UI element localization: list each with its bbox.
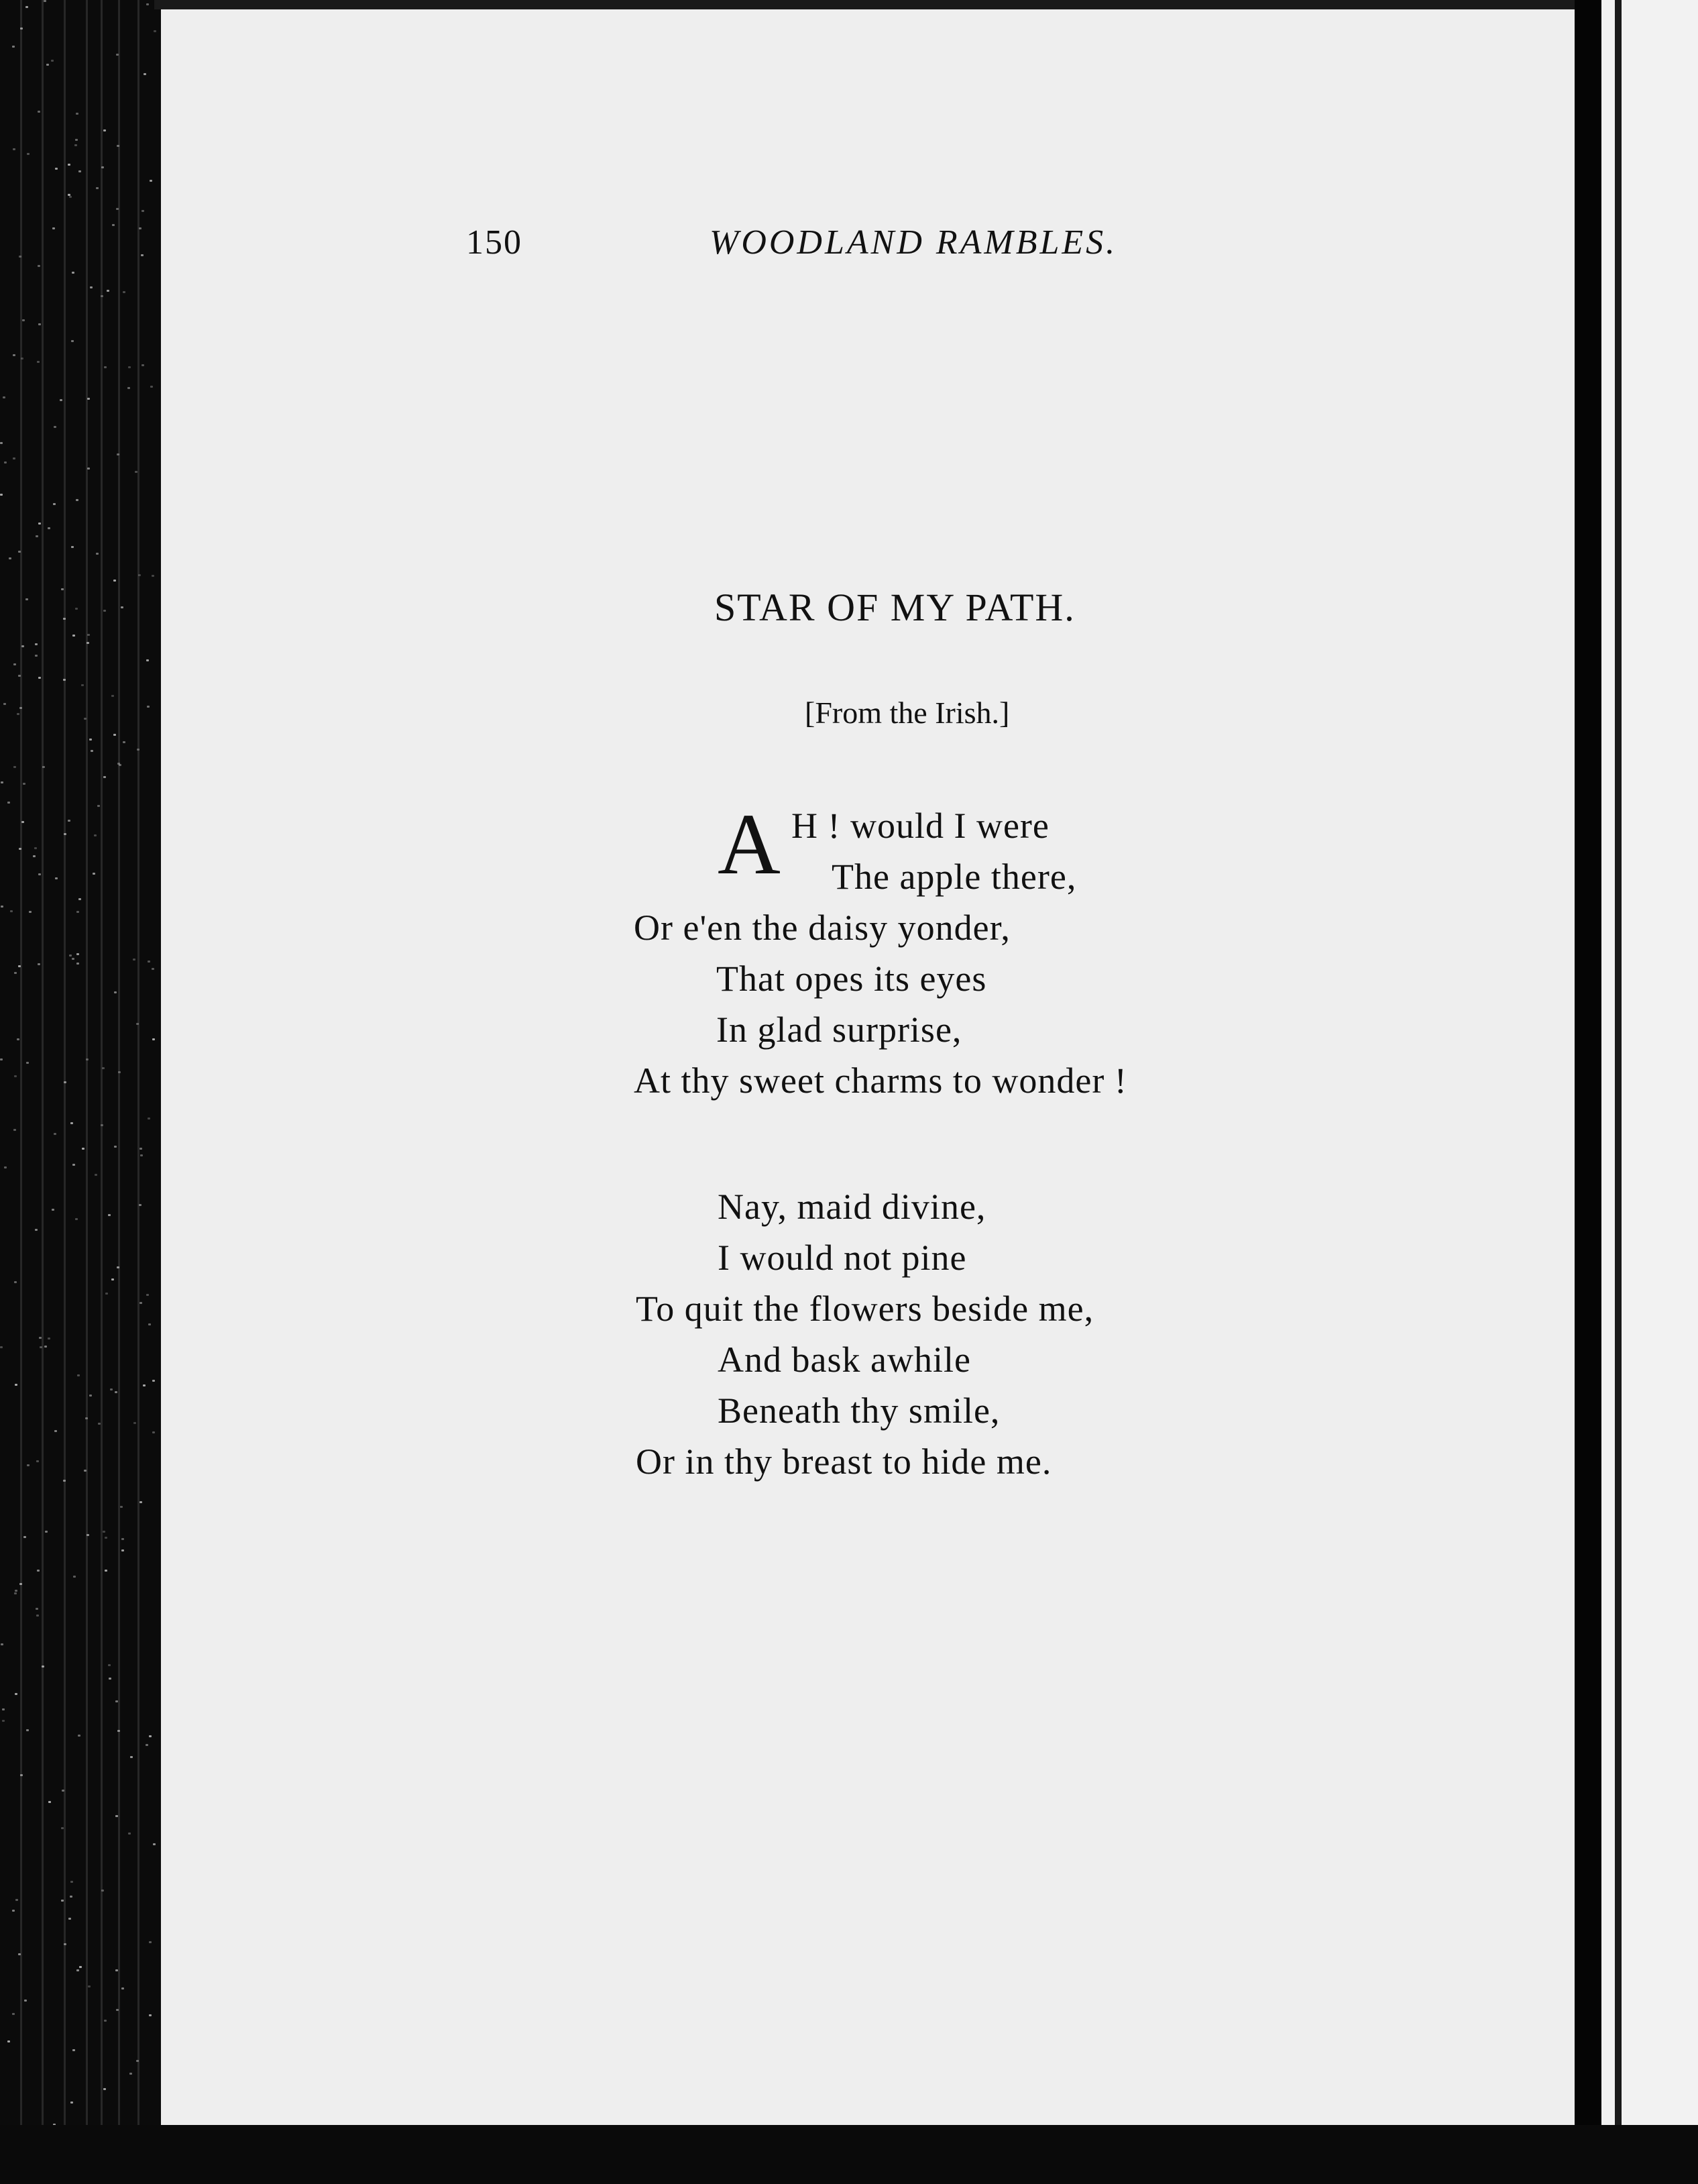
spine-speck — [116, 208, 119, 210]
spine-speck — [76, 113, 78, 115]
spine-speck — [13, 1129, 16, 1131]
spine-speck — [108, 1214, 111, 1216]
spine-speck — [36, 1608, 38, 1610]
spine-speck — [78, 170, 81, 172]
spine-speck — [152, 1038, 155, 1040]
spine-speck — [136, 2060, 139, 2062]
spine-speck — [118, 1071, 121, 1073]
running-head — [161, 223, 1575, 270]
poem-line: To quit the flowers beside me, — [636, 1289, 1094, 1329]
spine-speck — [35, 655, 38, 657]
spine-speck — [27, 153, 30, 155]
spine-speck — [105, 1537, 107, 1539]
spine-speck — [38, 523, 41, 525]
poem-line: Beneath thy smile, — [718, 1390, 1001, 1431]
spine-speck — [97, 805, 100, 807]
spine-speck — [0, 442, 3, 444]
spine-speck — [68, 820, 70, 822]
spine-speck — [128, 1833, 131, 1835]
poem-line: In glad surprise, — [716, 1009, 962, 1050]
spine-speck — [48, 1801, 51, 1803]
spine-speck — [149, 1735, 152, 1737]
spine-speck — [117, 763, 120, 765]
poem-line: Nay, maid divine, — [718, 1187, 986, 1227]
spine-speck — [2, 1720, 5, 1722]
spine-speck — [55, 168, 58, 170]
spine-speck — [4, 461, 7, 463]
spine-speck — [26, 1062, 29, 1064]
spine-speck — [17, 713, 19, 715]
spine-stripe — [118, 0, 120, 2184]
spine-speck — [13, 354, 15, 356]
spine-speck — [139, 1204, 142, 1206]
spine-speck — [110, 1388, 113, 1390]
spine-speck — [54, 426, 56, 428]
spine-speck — [109, 1678, 111, 1680]
poem-line: The apple there, — [832, 857, 1077, 897]
spine-speck — [152, 968, 154, 970]
spine-speck — [150, 386, 153, 388]
spine-speck — [148, 961, 150, 963]
spine-speck — [18, 1953, 21, 1955]
spine-speck — [79, 1966, 82, 1968]
spine-speck — [72, 635, 75, 637]
spine-speck — [144, 73, 146, 75]
spine-speck — [0, 494, 3, 496]
spine-speck — [19, 707, 22, 709]
spine-speck — [25, 598, 28, 600]
spine-speck — [19, 256, 21, 258]
spine-speck — [146, 3, 149, 5]
spine-speck — [121, 1987, 124, 1989]
spine-speck — [54, 1430, 57, 1432]
spine-speck — [38, 963, 40, 965]
spine-speck — [54, 1133, 56, 1135]
spine-speck — [18, 551, 21, 553]
spine-speck — [60, 399, 62, 401]
spine-speck — [142, 364, 144, 366]
spine-speck — [53, 503, 56, 505]
spine-speck — [93, 873, 95, 875]
spine-speck — [19, 1583, 22, 1585]
spine-speck — [38, 873, 41, 875]
spine-stripe — [64, 0, 66, 2184]
spine-speck — [115, 1815, 118, 1817]
spine-speck — [13, 766, 16, 768]
spine-speck — [107, 290, 109, 292]
spine-speck — [19, 848, 21, 850]
spine-speck — [4, 1166, 7, 1168]
spine-speck — [70, 1122, 73, 1124]
spine-speck — [146, 659, 149, 661]
spine-speck — [154, 30, 156, 32]
spine-speck — [75, 608, 78, 610]
spine-speck — [23, 1536, 26, 1538]
spine-speck — [152, 1431, 155, 1433]
spine-speck — [82, 1148, 84, 1150]
spine-speck — [95, 1174, 97, 1176]
poem-line: Or e'en the daisy yonder, — [634, 908, 1011, 948]
spine-speck — [61, 588, 64, 590]
spine-speck — [77, 1374, 80, 1376]
spine-speck — [89, 1395, 92, 1397]
poem-line: That opes its eyes — [716, 959, 987, 999]
page-number: 150 — [466, 223, 522, 262]
spine-speck — [101, 295, 103, 297]
spine-speck — [63, 1480, 66, 1482]
spine-speck — [13, 663, 16, 665]
spine-speck — [87, 398, 90, 400]
spine-speck — [37, 361, 40, 363]
spine-speck — [150, 180, 152, 182]
spine-speck — [46, 64, 49, 66]
spine-speck — [70, 1896, 72, 1898]
spine-speck — [135, 471, 137, 473]
spine-speck — [72, 1164, 75, 1166]
page-right-shadow — [1575, 0, 1601, 2184]
spine-speck — [64, 1943, 66, 1945]
spine-speck — [42, 1666, 44, 1668]
spine-speck — [140, 1154, 143, 1156]
spine-speck — [87, 1534, 89, 1536]
spine-speck — [2, 1708, 5, 1710]
spine-speck — [76, 499, 78, 501]
spine-speck — [0, 1346, 3, 1348]
spine-speck — [121, 606, 123, 608]
spine-speck — [12, 1910, 15, 1912]
spine-speck — [27, 1464, 30, 1466]
spine-speck — [13, 148, 15, 150]
spine-speck — [88, 1985, 91, 1987]
spine-speck — [78, 898, 81, 900]
poem-subtitle: [From the Irish.] — [805, 696, 1010, 730]
spine-stripe — [86, 0, 88, 2184]
spine-speck — [39, 1337, 42, 1339]
spine-speck — [133, 1422, 136, 1424]
poem-line: I would not pine — [718, 1238, 967, 1278]
spine-speck — [69, 196, 72, 198]
poem-title: STAR OF MY PATH. — [714, 586, 1076, 629]
poem-line: And bask awhile — [718, 1340, 971, 1380]
spine-speck — [35, 1229, 38, 1231]
spine-speck — [21, 821, 24, 823]
spine-speck — [89, 739, 92, 741]
spine-speck — [101, 1890, 104, 1892]
spine-speck — [45, 1531, 48, 1533]
spine-speck — [94, 834, 97, 836]
poem-line: At thy sweet charms to wonder ! — [634, 1060, 1127, 1101]
spine-speck — [38, 323, 41, 325]
spine-speck — [101, 1124, 103, 1126]
spine-speck — [117, 145, 119, 147]
spine-speck — [101, 166, 104, 168]
spine-speck — [149, 1941, 152, 1943]
spine-stripe — [20, 0, 22, 2184]
spine-speck — [55, 877, 58, 879]
spine-speck — [114, 991, 117, 993]
spine-speck — [137, 749, 139, 751]
spine-speck — [76, 963, 79, 965]
spine-speck — [146, 1294, 149, 1296]
spine-speck — [38, 677, 41, 679]
spine-speck — [62, 1790, 64, 1792]
spine-speck — [116, 54, 119, 56]
spine-speck — [14, 1281, 17, 1283]
spine-speck — [121, 1549, 124, 1551]
spine-speck — [21, 645, 24, 647]
spine-speck — [15, 1899, 18, 1901]
spine-speck — [143, 1384, 146, 1386]
spine-speck — [10, 910, 13, 912]
spine-speck — [152, 575, 154, 577]
spine-speck — [69, 954, 72, 957]
spine-speck — [147, 706, 150, 708]
spine-speck — [103, 776, 106, 778]
spine-speck — [149, 2014, 152, 2016]
spine-speck — [33, 855, 36, 857]
spine-speck — [71, 340, 74, 342]
spine-speck — [87, 634, 90, 636]
spine-speck — [103, 610, 106, 612]
spine-speck — [36, 1460, 39, 1462]
spine-speck — [148, 1117, 150, 1120]
spine-speck — [42, 766, 45, 768]
spine-speck — [128, 366, 131, 368]
spine-speck — [14, 1075, 17, 1077]
spine-speck — [130, 1756, 133, 1758]
spine-speck — [84, 718, 87, 720]
spine-speck — [37, 1570, 40, 1572]
spine-speck — [139, 227, 142, 229]
spine-speck — [129, 2073, 132, 2075]
spine-speck — [23, 783, 25, 785]
spine-speck — [96, 187, 99, 189]
spine-speck — [103, 129, 106, 131]
spine-speck — [116, 2009, 119, 2011]
spine-speck — [153, 1843, 156, 1845]
spine-speck — [114, 1146, 117, 1148]
spine-speck — [105, 1293, 108, 1295]
spine-speck — [104, 2020, 107, 2022]
spine-speck — [61, 1827, 64, 1829]
spine-speck — [103, 1531, 105, 1533]
spine-speck — [15, 1590, 17, 1592]
spine-stripe — [137, 0, 139, 2184]
spine-speck — [72, 272, 74, 274]
spine-speck — [113, 734, 116, 736]
spine-speck — [115, 1391, 117, 1393]
spine-speck — [74, 144, 77, 146]
spine-speck — [141, 254, 144, 256]
spine-speck — [68, 164, 70, 166]
spine-speck — [96, 553, 99, 555]
spine-speck — [3, 703, 6, 705]
spine-speck — [72, 2049, 75, 2051]
spine-speck — [48, 1337, 50, 1340]
spine-speck — [70, 2101, 73, 2104]
spine-speck — [14, 1592, 17, 1594]
spine-speck — [15, 1384, 17, 1386]
spine-speck — [51, 60, 54, 62]
spine-speck — [20, 1774, 23, 1776]
spine-speck — [25, 6, 28, 8]
spine-speck — [26, 1729, 29, 1731]
spine-speck — [136, 1023, 139, 1025]
running-title: WOODLAND RAMBLES. — [710, 223, 1118, 262]
spine-speck — [81, 684, 84, 686]
spine-speck — [139, 1501, 142, 1503]
spine-speck — [139, 1302, 142, 1304]
spine-speck — [34, 847, 37, 849]
spine-speck — [36, 535, 38, 537]
spine-speck — [52, 1209, 54, 1211]
spine-speck — [61, 1900, 64, 1902]
spine-speck — [108, 1664, 111, 1666]
spine-speck — [86, 1058, 89, 1060]
spine-speck — [63, 618, 66, 620]
spine-speck — [12, 46, 15, 48]
spine-speck — [1, 906, 3, 908]
spine-speck — [15, 1693, 17, 1695]
spine-speck — [36, 1615, 39, 1617]
spine-speck — [14, 972, 17, 974]
top-scan-edge — [154, 0, 1576, 9]
spine-speck — [12, 2013, 15, 2015]
spine-speck — [68, 1918, 71, 1920]
spine-speck — [123, 741, 125, 743]
spine-speck — [75, 139, 78, 141]
spine-speck — [76, 1969, 79, 1971]
spine-speck — [105, 1570, 107, 1572]
spine-speck — [44, 0, 46, 2]
spine-speck — [24, 2000, 27, 2002]
spine-speck — [48, 527, 50, 529]
book-page — [161, 9, 1575, 2125]
book-spine-backdrop — [0, 0, 161, 2184]
bottom-scan-edge — [0, 2125, 1698, 2184]
spine-speck — [7, 2040, 10, 2042]
spine-speck — [127, 387, 130, 389]
spine-speck — [38, 111, 40, 113]
spine-speck — [87, 468, 90, 470]
spine-speck — [117, 1730, 120, 1732]
spine-speck — [138, 574, 141, 576]
spine-speck — [142, 210, 144, 212]
spine-speck — [44, 1346, 47, 1348]
spine-speck — [72, 958, 74, 960]
spine-speck — [68, 194, 70, 196]
spine-speck — [76, 911, 79, 913]
spine-speck — [104, 366, 107, 368]
spine-speck — [133, 959, 135, 961]
spine-speck — [120, 1506, 123, 1508]
spine-speck — [146, 1744, 148, 1746]
spine-speck — [64, 1081, 66, 1083]
spine-speck — [52, 227, 55, 229]
spine-stripe — [42, 0, 44, 2184]
poem-first-line: H ! would I were — [791, 806, 1050, 846]
spine-speck — [9, 557, 11, 559]
spine-speck — [40, 1346, 42, 1348]
spine-speck — [121, 1538, 124, 1540]
spine-speck — [76, 953, 79, 955]
spine-speck — [84, 1470, 87, 1472]
spine-speck — [113, 580, 116, 582]
spine-speck — [98, 1423, 101, 1425]
spine-speck — [78, 1735, 80, 1737]
spine-speck — [13, 457, 15, 459]
spine-speck — [139, 1148, 142, 1150]
spine-speck — [18, 965, 21, 967]
spine-speck — [85, 1417, 88, 1419]
drop-cap: A — [718, 796, 781, 893]
spine-speck — [91, 750, 93, 752]
spine-speck — [63, 679, 66, 681]
spine-speck — [117, 453, 119, 455]
spine-speck — [117, 1266, 119, 1268]
adjacent-page-edge-line — [1615, 0, 1622, 2184]
spine-speck — [152, 1380, 155, 1382]
spine-speck — [75, 1218, 78, 1220]
spine-speck — [20, 28, 23, 30]
spine-speck — [38, 265, 40, 267]
spine-speck — [18, 675, 21, 677]
spine-speck — [90, 286, 93, 288]
poem-line: Or in thy breast to hide me. — [636, 1441, 1052, 1482]
spine-speck — [35, 643, 38, 645]
spine-speck — [29, 911, 32, 913]
spine-speck — [21, 358, 23, 360]
spine-speck — [148, 1323, 151, 1325]
spine-speck — [7, 802, 10, 804]
spine-speck — [111, 1278, 114, 1280]
spine-speck — [73, 1576, 76, 1578]
spine-speck — [0, 1058, 3, 1060]
spine-speck — [103, 2088, 106, 2090]
spine-speck — [115, 1700, 118, 1702]
spine-speck — [3, 396, 5, 398]
spine-speck — [111, 695, 114, 697]
spine-speck — [1, 781, 3, 783]
spine-speck — [87, 642, 89, 644]
spine-speck — [115, 1969, 118, 1971]
spine-speck — [17, 1038, 19, 1040]
spine-speck — [22, 319, 25, 321]
spine-speck — [112, 224, 115, 226]
spine-stripe — [101, 0, 103, 2184]
spine-speck — [70, 1881, 73, 1883]
spine-speck — [64, 833, 66, 835]
spine-speck — [123, 291, 125, 293]
spine-speck — [71, 546, 74, 548]
spine-speck — [1, 1643, 3, 1645]
spine-speck — [102, 1067, 105, 1069]
